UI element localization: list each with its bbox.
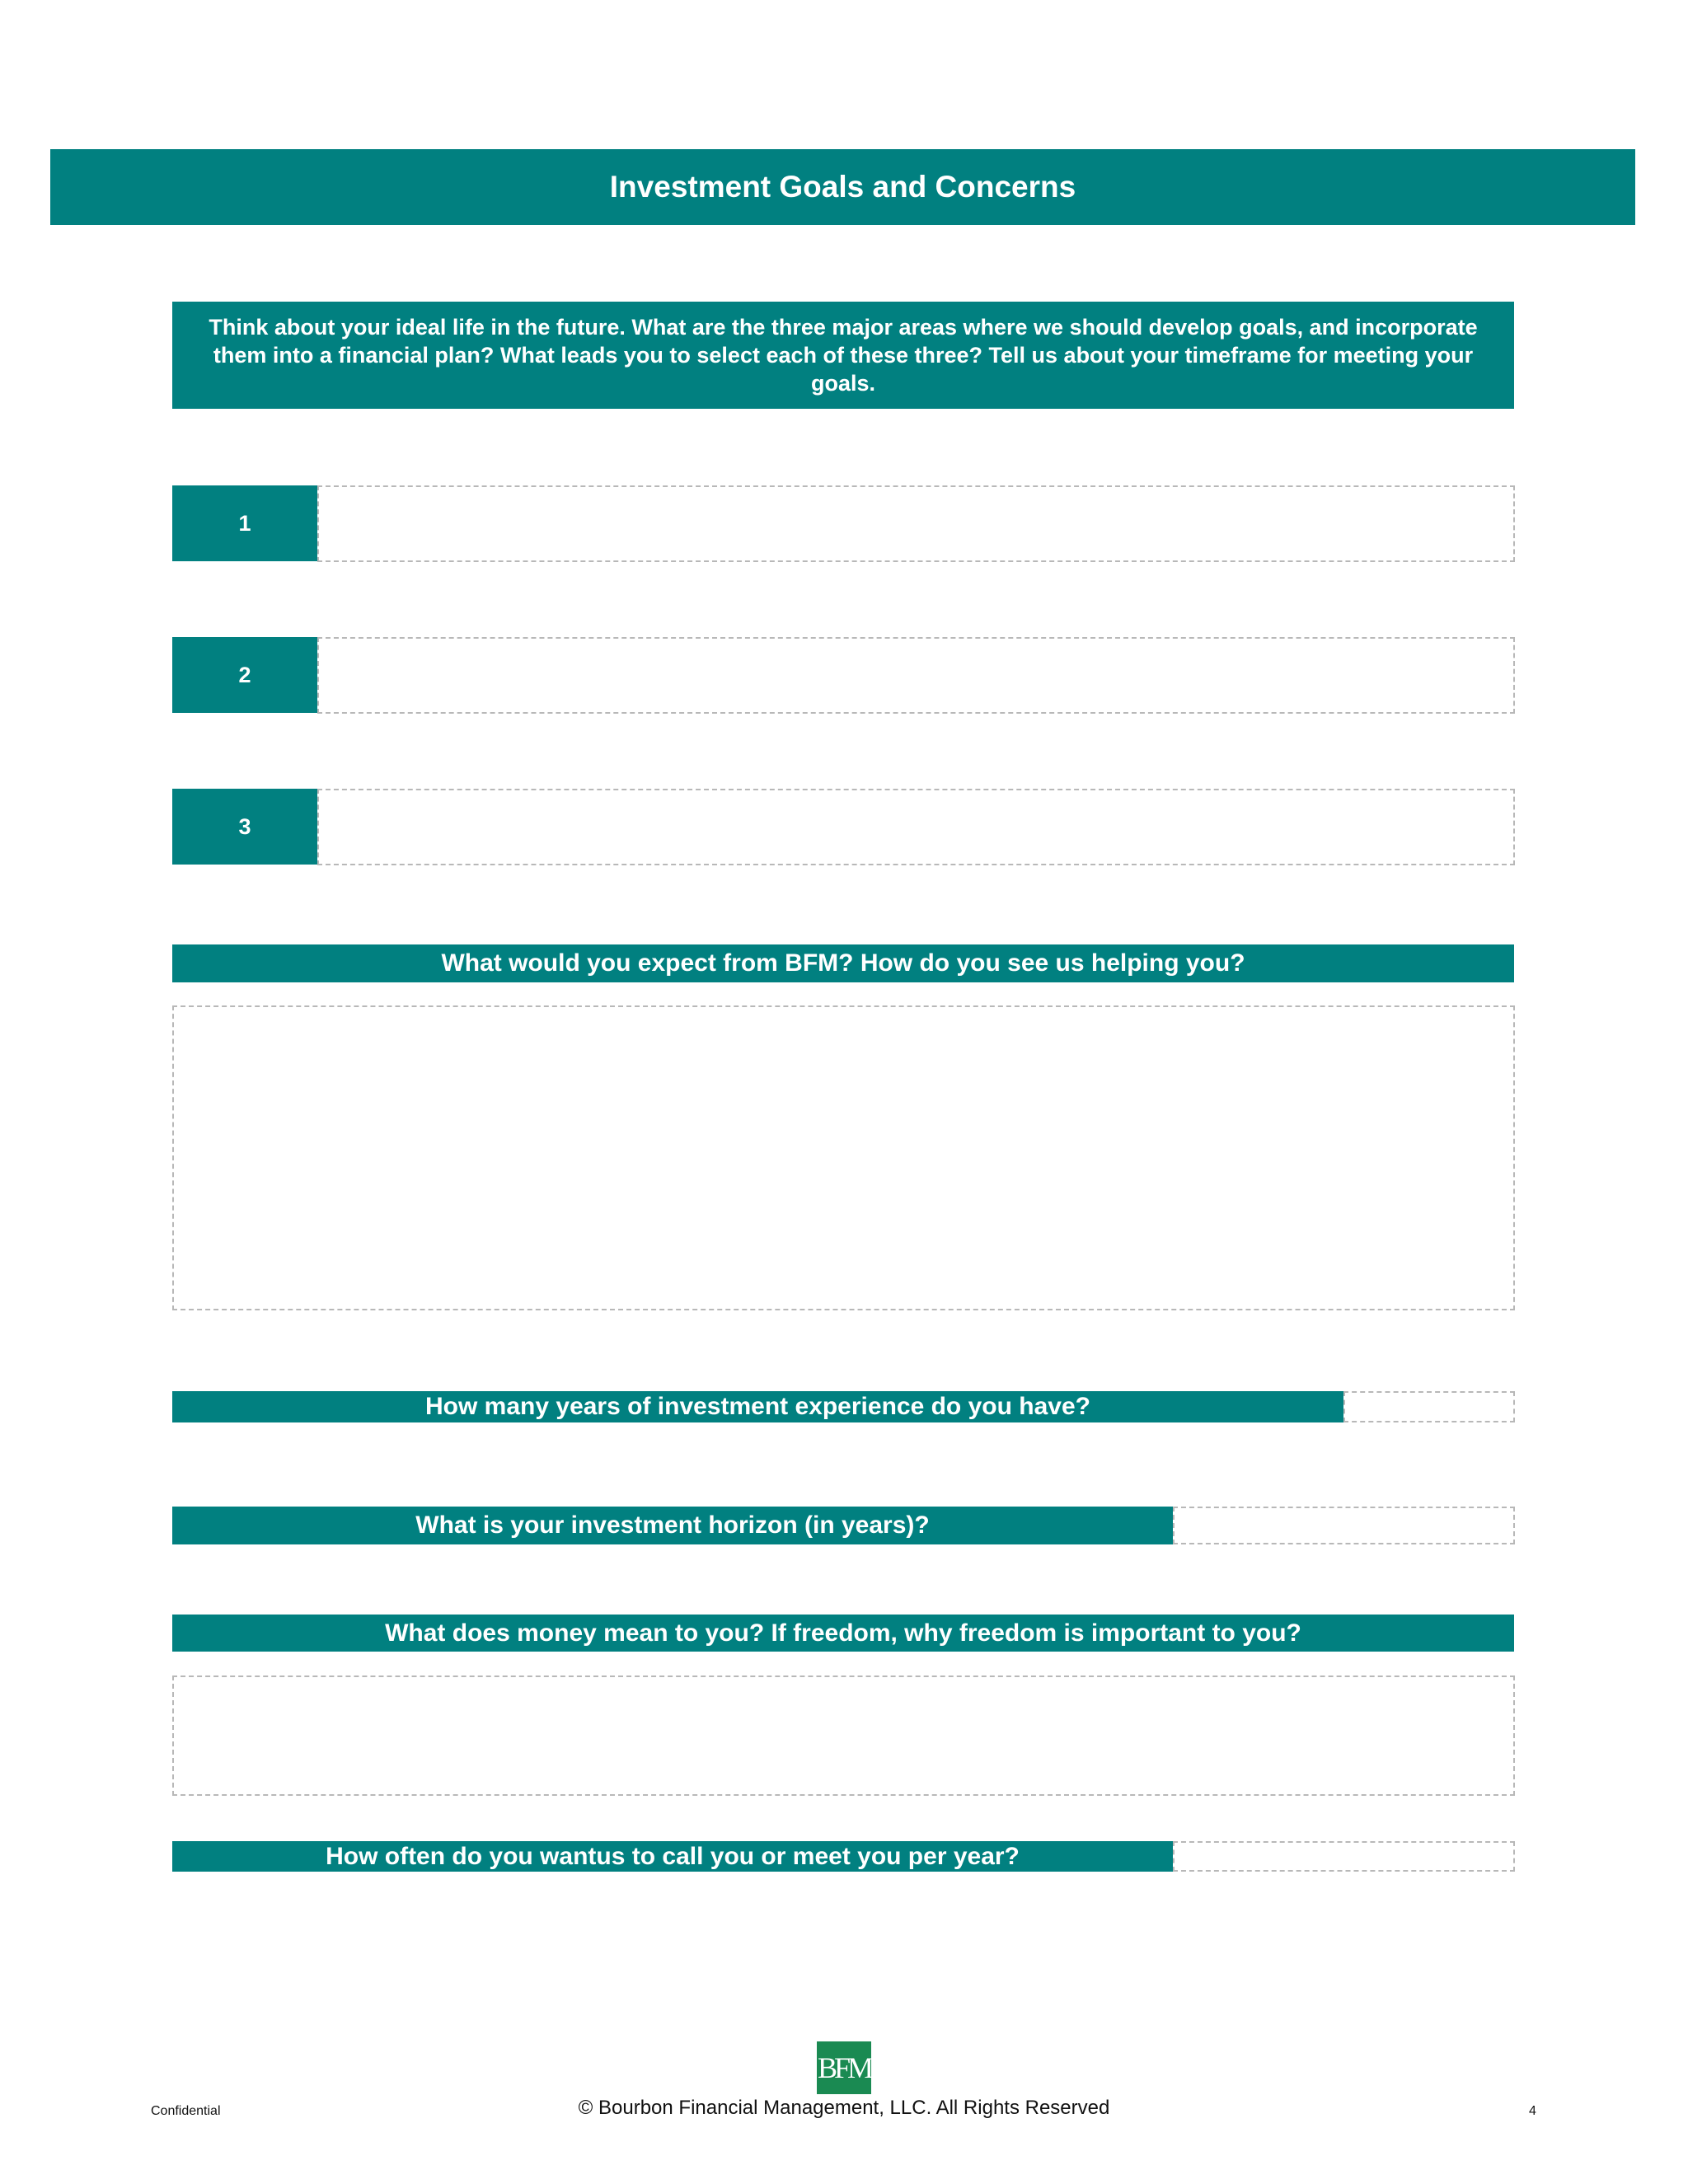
money-meaning-question: What does money mean to you? If freedom, why freedom is important to you? bbox=[172, 1615, 1514, 1652]
confidential-label: Confidential bbox=[151, 2104, 221, 2118]
goal-3-answer-field[interactable] bbox=[317, 789, 1515, 865]
goal-number-1: 1 bbox=[172, 485, 317, 561]
experience-question: How many years of investment experience do you have? bbox=[172, 1391, 1343, 1422]
instruction-text: Think about your ideal life in the future. What are the three major areas where we should develop goals, and incorporate them into a financial plan? What leads you to select each of these three? Tell us about your timeframe for meeting your goals. bbox=[172, 302, 1514, 409]
expectations-question: What would you expect from BFM? How do you see us helping you? bbox=[172, 944, 1514, 982]
page-title: Investment Goals and Concerns bbox=[50, 149, 1635, 225]
goal-2-answer-field[interactable] bbox=[317, 637, 1515, 714]
contact-frequency-question: How often do you wantus to call you or meet you per year? bbox=[172, 1841, 1173, 1872]
experience-answer-field[interactable] bbox=[1343, 1391, 1515, 1422]
goal-number-2: 2 bbox=[172, 637, 317, 713]
contact-frequency-answer-field[interactable] bbox=[1173, 1841, 1515, 1872]
money-meaning-answer-field[interactable] bbox=[172, 1675, 1515, 1796]
page-number: 4 bbox=[1529, 2104, 1536, 2118]
bfm-logo: BFM bbox=[817, 2041, 871, 2094]
horizon-answer-field[interactable] bbox=[1173, 1507, 1515, 1544]
expectations-answer-field[interactable] bbox=[172, 1005, 1515, 1310]
goal-1-answer-field[interactable] bbox=[317, 485, 1515, 562]
goal-number-3: 3 bbox=[172, 789, 317, 865]
copyright-notice: © Bourbon Financial Management, LLC. All Rights Reserved bbox=[578, 2097, 1110, 2119]
horizon-question: What is your investment horizon (in years)? bbox=[172, 1507, 1173, 1544]
